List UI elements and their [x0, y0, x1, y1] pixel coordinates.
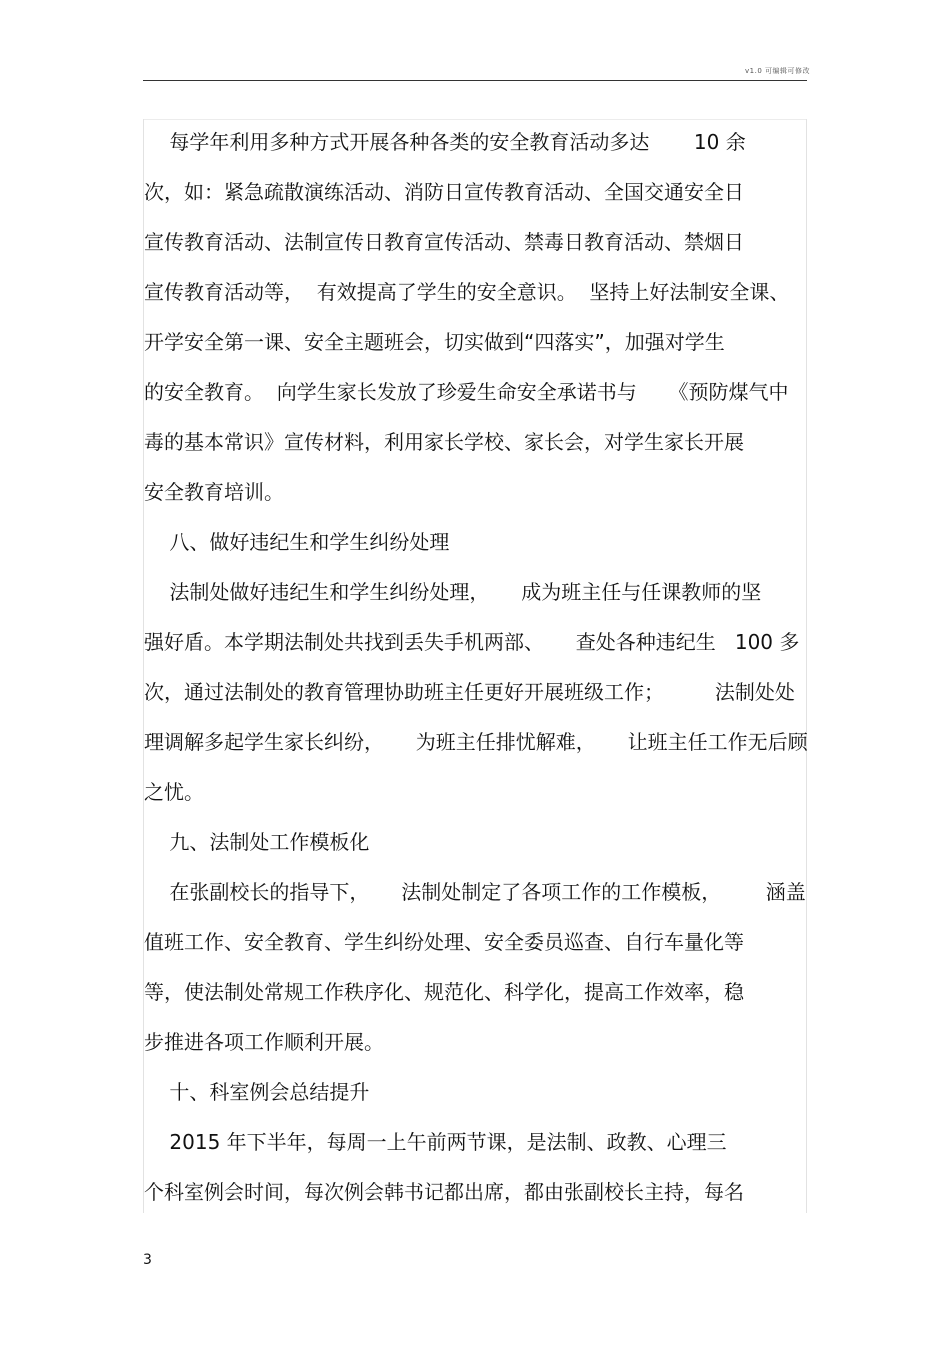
body-line: 个科室例会时间，每次例会韩书记都出席，都由张副校长主持，每名 — [144, 1180, 744, 1204]
body-line: 宣传教育活动、法制宣传日教育宣传活动、禁毒日教育活动、禁烟日 — [144, 230, 744, 254]
text-frame-right — [806, 119, 807, 1213]
body-line: 次，通过法制处的教育管理协助班主任更好开展班级工作； 法制处处 — [144, 680, 795, 704]
body-line: 每学年利用多种方式开展各种各类的安全教育活动多达 10 余 — [144, 130, 746, 154]
page-number: 3 — [143, 1252, 152, 1268]
body-line: 在张副校长的指导下， 法制处制定了各项工作的工作模板， 涵盖 — [144, 880, 806, 904]
body-line: 的安全教育。 向学生家长发放了珍爱生命安全承诺书与 《预防煤气中 — [144, 380, 789, 404]
body-line: 法制处做好违纪生和学生纠纷处理， 成为班主任与任课教师的坚 — [144, 580, 762, 604]
header-version-note: v1.0 可编辑可修改 — [745, 67, 810, 75]
body-line: 次，如：紧急疏散演练活动、消防日宣传教育活动、全国交通安全日 — [144, 180, 744, 204]
body-line: 理调解多起学生家长纠纷， 为班主任排忧解难， 让班主任工作无后顾 — [144, 730, 808, 754]
section-heading: 八、做好违纪生和学生纠纷处理 — [144, 530, 450, 554]
body-line: 宣传教育活动等， 有效提高了学生的安全意识。 坚持上好法制安全课、 — [144, 280, 790, 304]
body-line: 值班工作、安全教育、学生纠纷处理、安全委员巡查、自行车量化等 — [144, 930, 744, 954]
body-line: 步推进各项工作顺利开展。 — [144, 1030, 384, 1054]
body-line: 等，使法制处常规工作秩序化、规范化、科学化，提高工作效率，稳 — [144, 980, 744, 1004]
section-heading: 九、法制处工作模板化 — [144, 830, 370, 854]
header-rule — [143, 80, 807, 81]
body-line: 安全教育培训。 — [144, 480, 284, 504]
section-heading: 十、科室例会总结提升 — [144, 1080, 370, 1104]
text-frame-top — [143, 119, 807, 120]
body-line: 之忧。 — [144, 780, 204, 804]
body-line: 强好盾。本学期法制处共找到丢失手机两部、 查处各种违纪生 100 多 — [144, 630, 800, 654]
body-line: 开学安全第一课、安全主题班会，切实做到“四落实”，加强对学生 — [144, 330, 725, 354]
body-line: 2015 年下半年，每周一上午前两节课，是法制、政教、心理三 — [144, 1130, 727, 1154]
body-line: 毒的基本常识》宣传材料，利用家长学校、家长会，对学生家长开展 — [144, 430, 744, 454]
